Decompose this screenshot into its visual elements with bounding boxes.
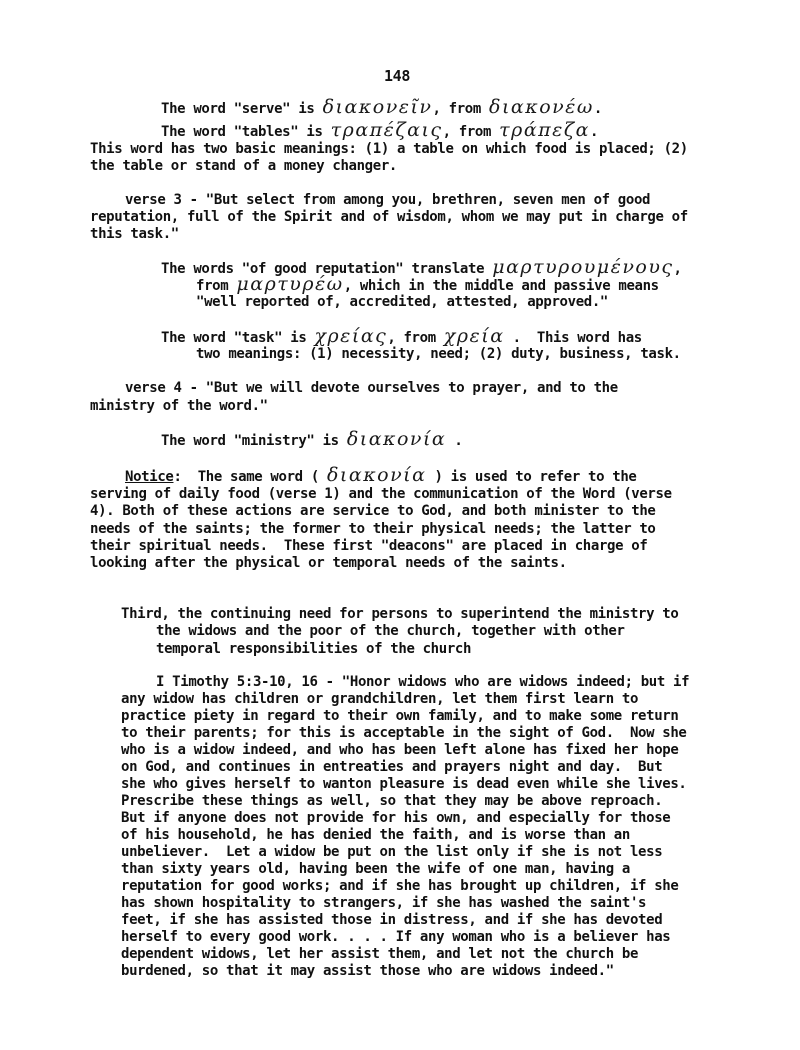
verse-4-line: verse 4 - "But we will devote ourselves to prayer, and to the: [125, 380, 618, 396]
reputation-definition-line: "well reported of, accredited, attested, approved.": [196, 294, 609, 310]
ministry-definition-line: The word "ministry" is διακονία .: [161, 428, 463, 450]
verse-3-line: reputation, full of the Spirit and of wisdom, whom we may put in charge of: [90, 209, 688, 225]
serve-definition-line: The word "serve" is διακονεῖν, from διακονέω.: [161, 96, 602, 118]
scripture-quote-line: burdened, so that it may assist those who are widows indeed.": [121, 963, 614, 979]
section-heading-line: Third, the continuing need for persons to superintend the ministry to: [121, 606, 679, 622]
greek-word-martyreo: μαρτυρέω: [236, 273, 344, 295]
task-definition-line: two meanings: (1) necessity, need; (2) duty, business, task.: [196, 346, 681, 362]
notice-line: Notice: The same word ( διακονία ) is used to refer to the: [125, 464, 637, 486]
greek-word-chreia: χρεία: [443, 325, 505, 347]
greek-word-trapeza: τράπεζα: [499, 119, 590, 141]
verse-3-line: verse 3 - "But select from among you, brethren, seven men of good: [125, 192, 651, 208]
scripture-quote-line: practice piety in regard to their own family, and to make some return: [121, 708, 679, 724]
greek-word-diakonia: διακονία: [346, 428, 447, 450]
meanings-line: the table or stand of a money changer.: [90, 158, 397, 174]
greek-word-chreias: χρείας: [314, 325, 388, 347]
notice-label: Notice: [125, 469, 174, 485]
notice-line: 4). Both of these actions are service to God, and both minister to the: [90, 503, 656, 519]
scripture-quote-line: Prescribe these things as well, so that they may be above reproach.: [121, 793, 663, 809]
reputation-definition-line: The words "of good reputation" translate μαρτυρουμένους,: [161, 256, 682, 278]
tables-definition-line: The word "tables" is τραπέζαις, from τράπεζα.: [161, 119, 599, 141]
scripture-quote-line: But if anyone does not provide for his own, and especially for those: [121, 810, 671, 826]
scripture-quote-line: herself to every good work. . . . If any woman who is a believer has: [121, 929, 671, 945]
verse-3-line: this task.": [90, 226, 179, 242]
reputation-definition-line: from μαρτυρέω, which in the middle and passive means: [196, 273, 659, 295]
page-number: 148: [384, 67, 411, 85]
scripture-quote-line: to their parents; for this is acceptable in the sight of God. Now she: [121, 725, 687, 741]
greek-word-diakoneo: διακονέω: [489, 96, 594, 118]
scripture-quote-line: on God, and continues in entreaties and prayers night and day. But: [121, 759, 663, 775]
scripture-quote-line: she who gives herself to wanton pleasure is dead even while she lives.: [121, 776, 687, 792]
section-heading-line: temporal responsibilities of the church: [156, 641, 472, 657]
notice-line: needs of the saints; the former to their physical needs; the latter to: [90, 521, 656, 537]
scripture-quote-line: who is a widow indeed, and who has been left alone has fixed her hope: [121, 742, 679, 758]
scripture-quote-line: unbeliever. Let a widow be put on the list only if she is not less: [121, 844, 663, 860]
greek-word-diakonia: διακονία: [326, 464, 427, 486]
notice-line: serving of daily food (verse 1) and the communication of the Word (verse: [90, 486, 672, 502]
scripture-quote-line: has shown hospitality to strangers, if she has washed the saint's: [121, 895, 647, 911]
section-heading-line: the widows and the poor of the church, together with other: [156, 623, 625, 639]
scripture-quote-line: reputation for good works; and if she has brought up children, if she: [121, 878, 679, 894]
greek-word-trapezais: τραπέζαις: [330, 119, 443, 141]
task-definition-line: The word "task" is χρείας, from χρεία . This word has: [161, 325, 642, 347]
notice-line: looking after the physical or temporal needs of the saints.: [90, 555, 567, 571]
notice-line: their spiritual needs. These first "deacons" are placed in charge of: [90, 538, 648, 554]
meanings-line: This word has two basic meanings: (1) a table on which food is placed; (2): [90, 141, 688, 157]
scripture-quote-line: dependent widows, let her assist them, and let not the church be: [121, 946, 639, 962]
scripture-quote-line: any widow has children or grandchildren, let them first learn to: [121, 691, 639, 707]
scripture-quote-line: feet, if she has assisted those in distress, and if she has devoted: [121, 912, 663, 928]
scripture-quote-line: than sixty years old, having been the wife of one man, having a: [121, 861, 630, 877]
greek-word-martyroumenous: μαρτυρουμένους: [492, 256, 674, 278]
scripture-quote-line: of his household, he has denied the faith, and is worse than an: [121, 827, 630, 843]
greek-word-diakonein: διακονεῖν: [322, 96, 433, 118]
verse-4-line: ministry of the word.": [90, 398, 268, 414]
scripture-quote-line: I Timothy 5:3-10, 16 - "Honor widows who are widows indeed; but if: [156, 674, 690, 690]
